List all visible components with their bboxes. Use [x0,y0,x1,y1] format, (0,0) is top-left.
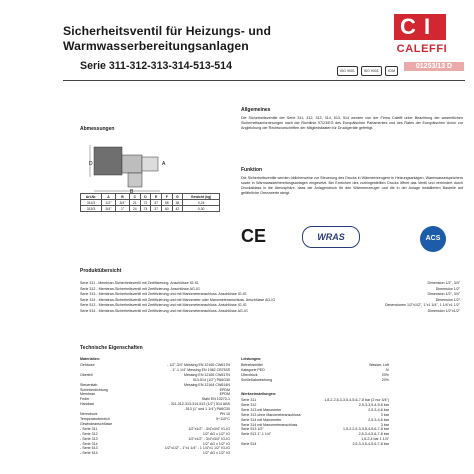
spec-label: Serie 513 1"-1 1/4" [241,432,272,437]
page-title-line2: Warmwasserbereitungsanlagen [63,39,249,53]
product-desc: Serie 311 - Membran-Sicherheitsventil mit Zertifizierung. Anschlüsse IG-IG [80,281,199,285]
spec-value: EPDM [219,392,230,397]
spec-value: EPDM [219,387,230,392]
spec-value: - 1"-1 1/4" Messing EN 1982 CB753S [170,367,230,372]
table-cell: 24 [130,206,141,212]
product-dim: Dimension 1/2" [435,286,460,291]
spec-value: Stahl EN 10270-1 [201,397,230,402]
spec-label: Gehäuse [80,363,95,367]
spec-value: 3 bar [380,412,389,417]
header-rule [63,80,465,81]
spec-label: Serie 313 ohne Manometeranschluss [241,412,301,417]
cert-badge-3: ICIM [385,66,398,76]
product-desc: Serie 312 - Membran-Sicherheitsventil mit Zertifizierung. Anschlüsse AG-IG [80,286,200,291]
spec-value: PN 10 [220,412,230,417]
dim-col-header: D [140,194,151,200]
performance-heading: Leistungen: [241,357,262,361]
spec-label: Serie 514 [241,442,257,447]
table-cell: 0,30 [183,206,220,212]
spec-label: Handrad [80,402,94,407]
performance-list [241,363,389,383]
dim-col-header: Gewicht (kg) [183,194,220,200]
spec-label: - Serie 514 [80,451,98,456]
ce-mark-icon: CE [241,226,267,246]
specs-heading: Technische Eigenschaften [80,345,143,351]
table-cell: 37 [151,200,162,206]
spec-value: 513-514 (1/2") PA6G30 [192,377,230,382]
table-cell: 3/4" [116,200,130,206]
table-cell: 72 [140,200,151,206]
product-dim: Dimension 1/2" [435,297,460,302]
acs-mark-icon: ACS [420,226,446,252]
materials-heading: Materialien: [80,357,100,361]
spec-label: - Serie 314 [80,441,98,446]
product-dim: Dimension 1/2"x1/2" [427,308,460,313]
spec-label: - Serie 313 [80,436,98,441]
wras-mark-icon: WRAS [302,226,360,248]
svg-text:D: D [89,161,93,167]
spec-label: Steuerstab [80,382,98,387]
spec-value: 3 bar [380,422,389,427]
table-cell: 0,24 [183,200,220,206]
list-item [241,378,389,383]
dimensions-heading: Abmessungen [80,126,115,132]
settings-list [241,398,389,447]
spec-value: - 513 (1" und 1 1/4") PA6G30 [183,407,230,412]
table-cell: 60 [161,206,172,212]
table-cell: 1" [116,206,130,212]
dim-col-header: Art.Nr. [81,194,102,200]
function-text: Die Sicherheitsventile werden üblicherweise zur Steuerung des Drucks in Wärmeerzeugern in Heizungsanlagen, Warmwasserspeichern sowie in Warmwasserbereitungsanlagen eingesetzt. Bei Erreichen des voreingestellten Drucks öffnet das Ventil und verhindert durch Druckablass in die Atmosphäre, dass der Anlagendruck für den Wärmeerzeuger und die in der Anlage installierten Bauteile auf gefährliche Grenzwerte steigt. [241,176,463,196]
spec-value: 1/2" AG x 1/2" IG [202,451,230,456]
spec-label: Feder [80,397,90,402]
spec-label: Kategorie PED [241,367,265,372]
product-dim: Dimension 1/2", 3/4" [427,281,460,285]
spec-value: 2,5-3-4-5-6-7-8 bar [358,432,389,437]
dim-col-header: A [102,194,116,200]
spec-label: Schieberdichtung [80,387,108,392]
general-text: Die Sicherheitsventile der Serie 311, 312, 313, 314, 513, 514 werden von der Firma Caleffi unter Beachtung der wesentlichen Sicherheitsanforderungen nach der Richtlinie 97/23/EG des Europäischen Parlamentes und des Rates der Europäischen Union zur Angleichung der Rechtsvorschriften der Mitgliedstaaten für Druckgeräte gefertigt. [241,116,463,131]
product-dim: Dimensionen 1/2"x1/2", 1"x1 1/4", 1 1/4"x1 1/2" [385,303,460,307]
spec-label: Serie 311 [241,398,257,402]
table-cell: 38 [172,200,183,206]
spec-value: 1/2" AG x 1/2" IG [202,431,230,436]
spec-value: IV [385,367,389,372]
spec-value: 1,8-2-2,5-3-3,5-4-5-6-7-8 bar (2 nur 3/4") [324,398,389,402]
spec-value: 1/2"x1/2" - 3/4"x3/4" IG-IG [188,426,230,431]
product-desc: Serie 314 - Membran-Sicherheitsventil mit Zertifizierung und mit Manometer oder Manometeranschluss. Anschlüsse AG-IG [80,297,276,302]
spec-label: Betriebsmittel [241,363,263,367]
materials-list [80,363,230,456]
table-cell: 3/4" [102,206,116,212]
spec-label: Gewindeanschlüsse [80,421,113,426]
spec-label: Oberteil [80,372,93,377]
dim-col-header: E [151,194,162,200]
table-cell: 42 [172,206,183,212]
spec-value: 20% [381,377,389,382]
spec-value: Wasser, Luft [369,363,389,367]
spec-label: Serie 314 mit Manometeranschluss [241,422,298,427]
product-desc: Serie 513 - Membran-Sicherheitsventil mit Zertifizierung und mit Manometeranschluss. Anschlüsse IG-IG [80,303,247,307]
spec-value: 1/2"x1/2" - 3/4"x3/4" IG-IG [188,436,230,441]
spec-label: Serie 313 mit Manometer [241,407,282,412]
spec-value: 1,5-2-2,5-3-3,5-4-5-6-7-8 bar [343,427,389,432]
table-cell: 21 [130,200,141,206]
spec-value: Messing EN 12165 CW617N [184,372,230,377]
page-title-line1: Sicherheitsventil für Heizungs- und [63,24,272,38]
spec-label: Serie 513 1/2" [241,427,264,432]
spec-label: Serie 312 [241,402,257,407]
table-row [81,206,220,212]
dimensions-table [80,193,220,212]
spec-label: - Serie 513 [80,446,98,451]
spec-value: 20% [381,372,389,377]
table-cell: 58 [161,200,172,206]
spec-label: Serie 314 mit Manometer [241,417,282,422]
spec-value: - 311-312-313-314-513 (1/2") 514 ABS [168,402,230,407]
document-code: 01253/13 D [404,62,464,71]
product-dim: Dimension 1/2", 3/4" [427,292,460,296]
table-cell: 313/3 [81,206,102,212]
table-cell: 74 [140,206,151,212]
certification-logos [337,66,398,76]
spec-value: - 1/2"-3/4" Messing EN 12165 CW617N [167,363,230,367]
spec-label: Membran [80,392,96,397]
table-cell: 311/3 [81,200,102,206]
spec-label: Überdruck [241,372,258,377]
spec-value: 2,5-3-3,5-4-5-6 bar [358,402,389,407]
spec-value: 5÷110°C [216,416,230,421]
dim-col-header: G [172,194,183,200]
spec-label: - Serie 311 [80,426,98,431]
dim-col-header: B [116,194,130,200]
spec-value: 1/2"x1/2" - 1"x1 1/4" - 1 1/4"x1 1/2" IG-IG [164,446,230,451]
spec-value: Messing EN 12164 CW614N [184,382,230,387]
caleffi-logo-mark-icon: C I [394,14,446,40]
spec-value: 1,5-2-4 bar 1 1/4" [361,437,389,442]
spec-value: 2,5-3-4-6 bar [368,407,389,412]
spec-value: 1/2" AG x 1/2" IG [202,441,230,446]
list-item [80,309,460,315]
svg-text:B: B [130,189,134,195]
product-desc: Serie 313 - Membran-Sicherheitsventil mit Zertifizierung und mit Manometeranschluss. Anschlüsse IG-IG [80,292,247,296]
dim-col-header: C [130,194,141,200]
spec-label: Temperaturbereich [80,416,110,421]
spec-label: Nenndruck [80,412,98,417]
svg-text:A: A [162,161,166,167]
settings-heading: Werkseinstellungen: [241,392,277,396]
list-item [241,442,389,447]
spec-value: 2,5-3-4-6 bar [368,417,389,422]
valve-drawing-icon [90,135,175,195]
spec-label: Schließabweichung [241,377,273,382]
product-list [80,281,460,314]
product-desc: Serie 514 - Membran-Sicherheitsventil mit Zertifizierung und mit Manometeranschluss. Anschlüsse AG-IG [80,308,248,313]
spec-label: - Serie 312 [80,431,98,436]
dim-col-header: F [161,194,172,200]
spec-value: 2,5-3-3,5-4-5-6-7-8 bar [352,442,389,447]
table-cell: 37 [151,206,162,212]
list-item [80,451,230,456]
cert-badge-1: ISO 9001 [337,66,358,76]
cert-badge-2: ISO 9001 [361,66,382,76]
brand-name: CALEFFI [396,43,448,55]
products-heading: Produktübersicht [80,268,122,274]
table-cell: 1/2" [102,200,116,206]
series-title: Serie 311-312-313-314-513-514 [80,60,232,72]
function-heading: Funktion [241,167,263,173]
general-heading: Allgemeines [241,107,271,113]
